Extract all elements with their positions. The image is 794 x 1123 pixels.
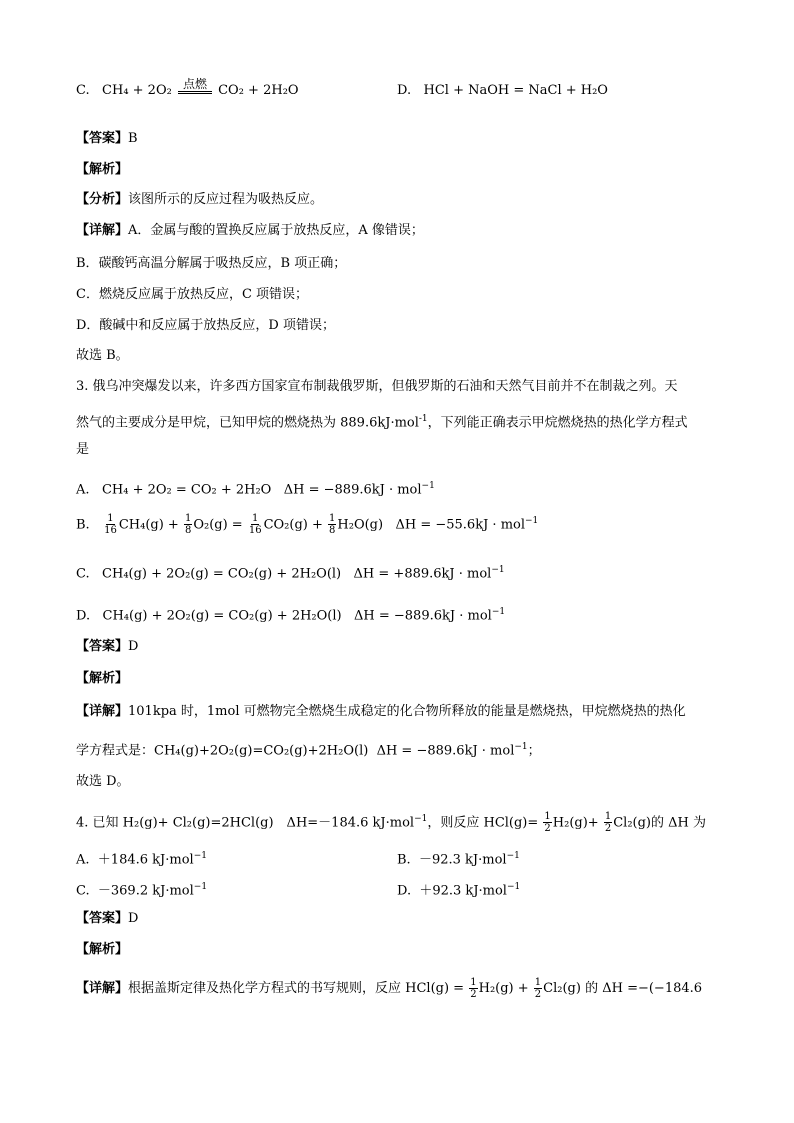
numerator: 1 (184, 513, 192, 525)
fraction (604, 811, 612, 834)
denominator: 16 (248, 525, 262, 537)
fraction (328, 513, 336, 536)
q2-option-c (76, 78, 299, 100)
q4-jiexi-heading: 【解析】 (76, 942, 129, 957)
unit-exponent: -1 (418, 414, 428, 424)
option-label: A. (76, 482, 90, 498)
numerator: 1 (470, 977, 477, 988)
q3-answer (76, 638, 138, 656)
q4-stem (76, 810, 706, 834)
numerator: 1 (534, 977, 542, 988)
detail-tag: 【详解】 (76, 981, 129, 996)
equation: CH₄(g) + 2O₂(g) = CO₂(g) + 2H₂O(l) (102, 566, 342, 582)
fraction (248, 513, 263, 536)
enthalpy: ΔH = −889.6kJ · mol (376, 743, 515, 759)
fraction (543, 811, 551, 834)
enthalpy: ΔH = −55.6kJ · mol (395, 517, 526, 533)
q4-option-b (397, 847, 520, 869)
term: H₂O(g) (337, 517, 384, 533)
term: CH₄(g) + (118, 517, 179, 533)
q2-analysis (76, 191, 323, 209)
detail-text: 根据盖斯定律及热化学方程式的书写规则，反应 HCl(g) = (128, 981, 465, 996)
numerator: 1 (544, 811, 551, 823)
option-value: ＋92.3 kJ·mol (419, 883, 507, 899)
unit-exponent: −1 (491, 565, 505, 575)
q4-option-a (76, 847, 207, 869)
enthalpy: ΔH = +889.6kJ · mol (353, 566, 492, 582)
q2-detail-b: B．碳酸钙高温分解属于吸热反应，B 项正确； (76, 256, 347, 271)
term: O₂(g) = (193, 517, 243, 533)
equation: CH₄ + 2O₂ = CO₂ + 2H₂O (101, 482, 272, 498)
q3-stem-line2 (76, 410, 688, 432)
q3-jiexi-heading: 【解析】 (76, 671, 129, 686)
fraction (184, 513, 192, 536)
denominator: 2 (534, 989, 542, 1000)
double-line-arrow (178, 91, 212, 94)
unit-exponent: −1 (193, 851, 207, 861)
denominator: 2 (544, 823, 551, 835)
q4-detail (76, 977, 794, 1000)
q3-stem-line3: 是 (76, 442, 90, 457)
denominator: 2 (470, 989, 477, 1000)
unit-exponent: −1 (525, 516, 539, 526)
option-value: －369.2 kJ·mol (97, 883, 194, 899)
equation: 学方程式是：CH₄(g)+2O₂(g)=CO₂(g)+2H₂O(l) (76, 743, 369, 759)
term: H₂(g)+ (552, 815, 599, 831)
option-label: C. (76, 566, 90, 582)
equation: HCl + NaOH = NaCl + H₂O (423, 83, 608, 98)
option-label: D. (76, 608, 91, 624)
detail-tag: 【详解】 (76, 223, 129, 238)
term: CO₂(g) + (263, 517, 323, 533)
q4-option-d (397, 878, 520, 900)
fraction (103, 513, 118, 536)
unit-exponent: −1 (506, 851, 520, 861)
condition-text: 点燃 (182, 77, 207, 91)
option-value: ＋184.6 kJ·mol (97, 852, 194, 868)
q4-answer (76, 910, 138, 928)
equation: CH₄(g) + 2O₂(g) = CO₂(g) + 2H₂O(l) (102, 608, 342, 624)
reaction-condition (178, 78, 212, 100)
stem-text: ，则反应 HCl(g)= (427, 815, 539, 831)
unit-exponent: −1 (514, 742, 528, 752)
denominator: 8 (184, 525, 192, 537)
q3-option-d (76, 603, 505, 625)
term: Cl₂(g)的 ΔH 为 (613, 815, 706, 831)
unit-exponent: −1 (193, 882, 208, 892)
q2-jiexi-heading: 【解析】 (76, 162, 129, 177)
option-value: －92.3 kJ·mol (418, 852, 507, 868)
detail-text: A．金属与酸的置换反应属于放热反应，A 像错误； (128, 223, 424, 238)
unit-exponent: −1 (421, 481, 435, 491)
option-label: B. (76, 517, 90, 533)
q3-detail-line2 (76, 738, 541, 760)
denominator: 16 (104, 525, 117, 537)
stem-text: ，下列能正确表示甲烷燃烧热的热化学方程式 (427, 415, 688, 431)
unit-exponent: −1 (491, 607, 506, 617)
detail-tag: 【详解】 (76, 704, 129, 719)
analysis-tag: 【分析】 (76, 192, 129, 207)
option-label: A. (76, 852, 90, 868)
numerator: 1 (329, 513, 336, 525)
term: H₂(g) + (478, 981, 529, 996)
q3-conclusion: 故选 D。 (76, 774, 130, 789)
stem-text: 然气的主要成分是甲烷，已知甲烷的燃烧热为 889.6kJ·mol (76, 415, 419, 431)
option-label: C. (76, 83, 90, 98)
numerator: 1 (252, 513, 259, 525)
unit-exponent: −1 (414, 814, 428, 824)
option-label: B. (397, 852, 411, 868)
q2-detail (76, 222, 424, 240)
unit-exponent: −1 (506, 882, 521, 892)
analysis-text: 该图所示的反应过程为吸热反应。 (128, 192, 324, 207)
q4-option-c (76, 878, 207, 900)
q3-option-b (76, 512, 538, 536)
fraction (469, 977, 477, 1000)
q2-option-d (397, 82, 608, 100)
answer-value: D (128, 911, 139, 926)
answer-tag: 【答案】 (76, 911, 129, 926)
denominator: 8 (329, 525, 336, 537)
option-label: C. (76, 883, 90, 899)
fraction (534, 977, 542, 1000)
enthalpy: ΔH = −889.6kJ · mol (354, 608, 492, 624)
option-label: D. (397, 883, 412, 899)
equation-rhs: CO₂ + 2H₂O (218, 83, 299, 98)
q3-option-a (76, 477, 435, 499)
answer-tag: 【答案】 (76, 639, 129, 654)
enthalpy: ΔH = −889.6kJ · mol (283, 482, 422, 498)
answer-tag: 【答案】 (76, 131, 129, 146)
stem-text: 4. 已知 H₂(g)+ Cl₂(g)=2HCl(g) ΔH=－184.6 kJ·mol (76, 815, 415, 831)
q2-detail-d: D．酸碱中和反应属于放热反应，D 项错误； (76, 318, 335, 333)
numerator: 1 (107, 513, 114, 525)
equation-lhs: CH₄ + 2O₂ (102, 83, 172, 98)
q3-option-c (76, 561, 505, 583)
term: Cl₂(g) 的 ΔH =−(−184.6 (543, 981, 703, 996)
q2-answer (76, 130, 138, 148)
q2-detail-c: C．燃烧反应属于放热反应，C 项错误； (76, 287, 309, 302)
answer-value: D (128, 639, 139, 654)
q3-detail-line1 (76, 703, 686, 721)
numerator: 1 (604, 811, 612, 823)
detail-text: 101kpa 时，1mol 可燃物完全燃烧生成稳定的化合物所释放的能量是燃烧热，甲烷燃烧热的热化 (128, 704, 686, 719)
option-label: D. (397, 83, 412, 98)
answer-value: B (128, 131, 138, 146)
q2-conclusion: 故选 B。 (76, 348, 129, 363)
denominator: 2 (604, 823, 612, 835)
q3-stem-line1: 3. 俄乌冲突爆发以来，许多西方国家宣布制裁俄罗斯，但俄罗斯的石油和天然气目前并不在制裁之列。天 (76, 379, 678, 394)
punctuation: ； (527, 743, 541, 759)
